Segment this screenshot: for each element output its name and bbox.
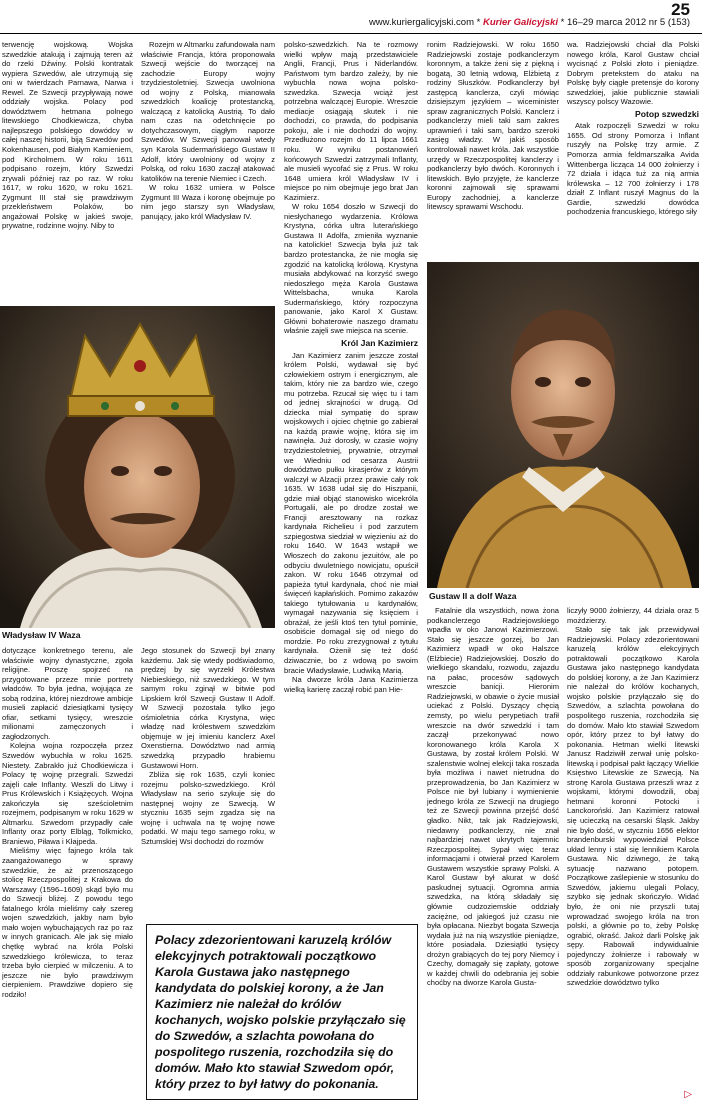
paragraph: Stało się tak jak przewidywał Radziejowski. Polacy zdezorientowani karuzelą królów elekcyjnych potraktowali początkowo Karola Gustawa jako następnego kandydata do polskiej korony, a że Jan Kazimierz nie należał do królów kochanych, wojsko polskie przyłączało się do Szwedów, a szlachta powołana do pospolitego ruszenia, rozchodziła się do domów. Mało kto stawiał Szwedom opór, który przez to był łatwy do pokonania. Hetman wielki litewski Janusz Radziwiłł zerwał unię polsko-litewską i podpisał pakt łączący Wielkie Księstwo Litewskie ze Szwecją. Na stronę Karola Gustawa przeszli wraz z wojskami, którymi dowodzili, obaj hetmani koronni Potocki i Lanckoroński. Jan Kazimierz ratował się ucieczką na cesarski Śląsk. Jakby nie było dość, w styczniu 1656 elektor brandenburski wypowiedział Polsce układ lenny i stał się lennikiem Karola Gustawa. Nic dziwnego, że taką sytuację nazwano potopem. Początkowe zaślepienie w stosunku do Szwedów, jakiemu ulegali Polacy, szybko się jednak skończyło. Widać było, że oni nie przyszli tutaj wprowadzać swojego króla na tron polski, a głównie po to, żeby Polskę ograbić, okraść. Jakoż darli Polskę jak sępy. Rabowali indywidualnie pojedynczy żołnierze i rabowały w sposób zorganizowany specjalne oddziały rabunkowe potworzone przez szwedzkie dowództwo tylko <box>567 625 699 988</box>
separator-star: * <box>476 17 481 28</box>
article-column-1-top <box>2 40 133 302</box>
article-column-4-bottom <box>427 606 559 1100</box>
issue-info: * 16–29 marca 2012 nr 5 (153) <box>560 17 690 28</box>
paragraph: Fatalnie dla wszystkich, nowa żona podkanclerzego Radziejowskiego wpadła w oko Janowi Kazimierzowi. Stało się jeszcze gorzej, bo Jan Kazimierz wpadł w oko Halszce (Elżbiecie) Radziejowskiej. Doszło do wielkiego skandalu, rozwodu, zajazdu na pałac, procesów sądowych wreszcie banicji. Hieronim Radziejowski, w obawie o życie musiał uciekać z Polski. Dyszący chęcią zemsty, po wielu perypetiach trafił wreszcie na dwór szwedzki i tam zaczął przekonywać nowo koronowanego króla Karola X Gustawa, by został królem Polski. W szalenstwie wolnej elekcji taka roszada była możliwa i nawet nietrudna do przeprowadzenia, bo Jan Kazimierz w Polsce nie był lubiany i wymienienie jednego króla ze Szwecji na drugiego też ze Szwecji powinna przejść dość gładko. Nikt, tak jak Radziejowski, niedawny podkanclerzy, nie znał najbardziej nawet ukrytych tajemnic Rzeczpospolitej. Sypał więc teraz informacjami i otwierał przed Karolem Gustawem wszystkie sprawy Polski. A Karol Gustaw był akurat w dość paskudnej sytuacji. Ogromna armia szwedzka, na którą składały się głównie cudzoziemskie oddziały zaciężne, od jakiegoś już czasu nie była opłacana. Niezbyt bogata Szwecja wydała już na nią wszystkie pieniądze, które posiadała. Dziesiątki tysięcy drożyn grabiących do tej pory Niemcy i Czechy, domagały się zapłaty, gotowe w każdej chwili do odebrania jej sobie choćby na dworze Karola Gusta- <box>427 606 559 988</box>
article-column-2-bottom <box>141 646 275 920</box>
paragraph: Kolejna wojna rozpoczęła przez Szwedów wybuchła w roku 1625. Niestety. Zabrakło już Chodkiewicza i Polacy tę wojnę przegrali. Szwedzi zajęli całe Inflanty. Weszli do Litwy i Prus Królewskich i Książęcych. Wojna zakończyła się sześcioletnim rozejmem, podpisanym w roku 1629 w Altmarku. Szwedom przypadły całe Inflanty oraz porty Elbląg, Tolkmicko, Braniewo, Piława i Kłajpeda. <box>2 741 133 846</box>
pull-quote: Polacy zdezorientowani karuzelą królów elekcyjnych potraktowali początkowo Karola Gustawa jako następnego kandydata do polskiej korony, a że Jan Kazimierz nie należał do królów kochanych, wojsko polskie przyłączało się do Szwedów, a szlachta powołana do pospolitego ruszenia, rozchodziła się do domów. Mało kto stawiał Szwedom opór, który przez to był łatwy do pokonania. <box>146 924 418 1100</box>
masthead-line <box>369 17 690 28</box>
paragraph: polsko-szwedzkich. Na te rozmowy wielki wpływ mają przedstawiciele Anglii, Francji, Prus i Niderlandów. Państwom tym bardzo zależy, by nie wybuchła nowa wojna polsko-szwedzka. Szwecja wciąż jest potrzebna walczącej Europie. Wreszcie mediacje osiągają skutek i nie dochodzi, co prawda, do podpisania pokoju, ale i nie dochodzi do wojny. Przedłużono rozejm do 11 lipca 1661 roku. W wyniku postanowień końcowych Szwedzi zatrzymali Inflanty, ale musieli wycofać się z Prus. W roku 1648 umiera król Władysław IV i miejsce po nim obejmuje jego brat Jan Kazimierz. <box>284 40 418 202</box>
paragraph: ronim Radziejowski. W roku 1650 Radziejowski zostaje podkanclerzym koronnym, a także żeni się z piękną i bogatą, 30 letnią wdową, Elżbietą z rodziny Słuszków. Podkanclerzy był zastępcą kanclerza, czyli mówiąc dzisiejszym językiem – wiceminister spraw zagranicznych Polski. Kanclerz i podkanclerzy mieli taki sam zakres uprawnień i taki sam, bardzo szeroki zasięg władzy. W jakiś sposób kontrolowali nawet króla. Jak wszystkie urzędy w Rzeczpospolitej kanclerzy i podkanclerzy było dwóch. Koronnych i litewskich. Było przyjęte, że kanclerze koronni zajmowali się sprawami Europy zachodniej, a kanclerze litewscy sprawami Wschodu. <box>427 40 559 212</box>
newspaper-name: Kurier Galicyjski <box>482 17 558 28</box>
paragraph: Jan Kazimierz zanim jeszcze został królem Polski, wydawał się być człowiekiem ostrym i energicznym, ale takim, który nie za bardzo wie, czego mu potrzeba. Rzucał się więc tu i tam od jednej skrajności w drugą. Od dziecka miał sympatię do spraw wojskowych i ojciec chętnie go zabierał na każdą prawie wojnę, która się im nawinęła. Już dorosły, w czasie wojny trzydziestoletniej, prywatnie, otrzymał we Wiedniu od cesarza Austrii dowództwo pułku kirasjerów z którym walczył w Alzacji przez prawie cały rok 1635. W 1638 udał się do Hiszpanii, gdzie miał objąć stanowisko wicekróla Portugalii, ale po drodze został we Francji aresztowany na rozkaz kardynała Richelieu i pod zarzutem szpiegostwa siedział w więzieniu aż do roku 1640. W 1643 wstąpił we Włoszech do zakonu jezuitów, ale po odbyciu dwuletniego nowicjatu, opuścił zakon. W roku 1646 otrzymał od papieża tytuł kardynała, choć nie miał święceń kapłańskich. Pomimo zakazów takiego tytułowania u kardynałów, wymagał nazywania się księciem i obrażał, że jeśli ktoś ten tytuł pominie, osobiście domagał się od niego do mordzie. Po roku zrezygnował z tytułu kardynała. Ożenił się też dość dziwacznie, bo z wdową po swoim bracie Władysławie, Ludwiką Marią. <box>284 350 418 675</box>
caption-gustaw-ii-adolf: Gustaw II a dolf Waza <box>429 591 517 601</box>
paragraph: W roku 1654 doszło w Szwecji do niesłychanego wydarzenia. Królowa Krystyna, córka ultra luterańskiego Gustawa II Adolfa, zmieniła wyznanie na katolickie! Szwecja była już tak bardzo protestancka, że nie mogła się zgodzić na katolicką królową. Krystyna musiała abdykować na korzyść swego niedoszłego męża Karola Gustawa Wittelsbacha, wnuka Karola Sudermańskiego, który rozpoczyna panowanie, jako Karol X Gustaw. Główni bohaterowie naszego dramatu właśnie zajęli swe miejsca na scenie. <box>284 202 418 336</box>
caption-wladyslaw-iv: Władysław IV Waza <box>2 630 81 640</box>
paragraph: terwencję wojskową. Wojska szwedzkie atakują i zajmują teren aż do rzeki Dźwiny. Polski kontratak wypiera Szwedów, ale utrzymują się oni w twierdzach Parnawa, Narwa i Rewel. Ze Szwecji przypływają nowe oddziały wojska. Polacy pod dowództwem hetmana polnego litewskiego Chodkiewicza, chyba najlepszego polskiego dowódcy w całej naszej historii, biją Szwedów pod Kokenhausen, pod Białym Kamieniem, pod Kircholmem. W roku 1611 podpisano rozejm, który Szwedzi zrywali później raz po raz. W roku 1617, w roku 1620, w roku 1621. Zygmunt III stał się prawdziwym przekleństwem Polaków, bo angażował Polskę w jakieś swoje, prywatne, rodzinne wojny. Niby to <box>2 40 133 231</box>
portrait-illustration <box>0 306 275 628</box>
portrait-illustration <box>427 262 699 588</box>
paragraph: wa. Radziejowski chciał dla Polski nowego króla, Karol Gustaw chciał wycisnąć z Polski złoto i pieniądze. Dobrym pretekstem do ataku na Polskę były ciągłe pretensje do korony szwedzkiej, jakie publicznie stawiali wszyscy polscy Wazowie. <box>567 40 699 107</box>
page-number: 25 <box>671 0 690 19</box>
paragraph: Rozejm w Altmarku zafundowała nam właściwie Francja, która proponowała Szwecji wejście do tworzącej na zachodzie Europy wojny trzydziestoletniej. Szwecja uwolniona od wojny z Polską, mianowała szwedzkich koalicję protestancką, walczącą z katolicką Austrią. To dało nam czas na odetchnięcie po dotychczasowym, ciągłym naporze Szwedów. W Szwecji panował wtedy syn Karola Sudermańskiego Gustaw II Adolf, który uwolniony od wojny z Polską, od roku 1630 zaczął atakować katolików na terenie Niemiec i Czech. <box>141 40 275 183</box>
paragraph: Zbliża się rok 1635, czyli koniec rozejmu polsko-szwedzkiego. Król Władysław na serio szykuje się do następnej wojny ze Szwecją. W styczniu 1635 sejm zgadza się na wojnę i uchwala na tę wojnę nowe podatki. W maju tego samego roku, w Sztumskiej Wsi dochodzi do rozmów <box>141 770 275 846</box>
section-heading-jan-kazimierz: Król Jan Kazimierz <box>341 337 418 348</box>
article-column-4-top <box>427 40 559 254</box>
portrait-wladyslaw-iv <box>0 306 275 628</box>
paragraph: dotyczące konkretnego terenu, ale właściwie wojny dynastyczne, zgoła religijne. Proszę spojrzeć na przygotowane przeze mnie portrety władców. To była jedna, wojująca ze sobą rodzina, której niezdrowe ambicje musieli zapłacić dziesiątkami tysięcy ofiar, setkami tysięcy, wreszcie milionami zamęczonych i zagłodzonych. <box>2 646 133 741</box>
paragraph: Atak rozpoczęli Szwedzi w roku 1655. Od strony Pomorza i Inflant ruszyły na Polskę trzy armie. Z Pomorza armia feldmarszałka Avida Wittenberga licząca 14 000 żołnierzy i 72 działa i idąca tuż za nią armia królewska – 12 700 żołnierzy i 178 dział! Z Inflant ruszył Magnus do la Gardie, szwedzki dowódca pochodzenia francuskiego, którego siły <box>567 121 699 217</box>
paragraph: Jego stosunek do Szwecji był znany każdemu. Jak się wtedy podświadomo, prędzej by się wyrzekł Królestwa Niebieskiego, niż szwedzkiego. W tym samym roku zginął w bitwie pod Lipskiem król Szwecji Gustaw II Adolf. W Szwecji pozostała tylko jego ośmioletnia córka Krystyna, więc władzę nad królestwem szwedzkim objęmuje w jej imieniu kanclerz Axel Oxenstierna. Dowództwo nad armią szwedzką przypadło hrabiemu Gustawowi Horn. <box>141 646 275 770</box>
paragraph: W roku 1632 umiera w Polsce Zygmunt III Waza i koronę obejmuje po nim jego starszy syn Władysław, panujący, jako król Władysław IV. <box>141 183 275 221</box>
site-url: www.kuriergalicyjski.com <box>368 17 474 28</box>
paragraph: Na dworze króla Jana Kazimierza wielką karierę zaczął robić pan Hie- <box>284 675 418 694</box>
article-column-2-top <box>141 40 275 302</box>
article-column-5-bottom <box>567 606 699 1100</box>
header-rule <box>0 33 702 34</box>
paragraph: liczyły 9000 żołnierzy, 44 działa oraz 5 możdzierzy. <box>567 606 699 625</box>
article-column-1-bottom <box>2 646 133 1100</box>
paragraph: Mieliśmy więc fajnego króla tak zaangażowanego w sprawy szwedzkie, że aż przenoszącego stolicę Rzeczpospolitej z Krakowa do Warszawy (1596–1609) skąd było mu do Szwecji bliżej. Z powodu tego fatalnego króla mieliśmy cały szereg wojen szwedzkich, jakby nam było mało wojen wybuchających raz po raz w innych granicach. Ale jak się miało chętkę wybrać na króla Polski szwedzkiego królewicza, to teraz trzeba było cierpieć w milczeniu. A to jeszcze nie było prawdziwym cierpieniem. Prawdziwe dopiero się rodziło! <box>2 846 133 999</box>
article-column-3 <box>284 40 418 920</box>
portrait-gustaw-ii-adolf <box>427 262 699 588</box>
section-heading-potop: Potop szwedzki <box>635 108 699 119</box>
continue-arrow-icon: ▷ <box>684 1089 692 1100</box>
page-header <box>0 0 702 36</box>
